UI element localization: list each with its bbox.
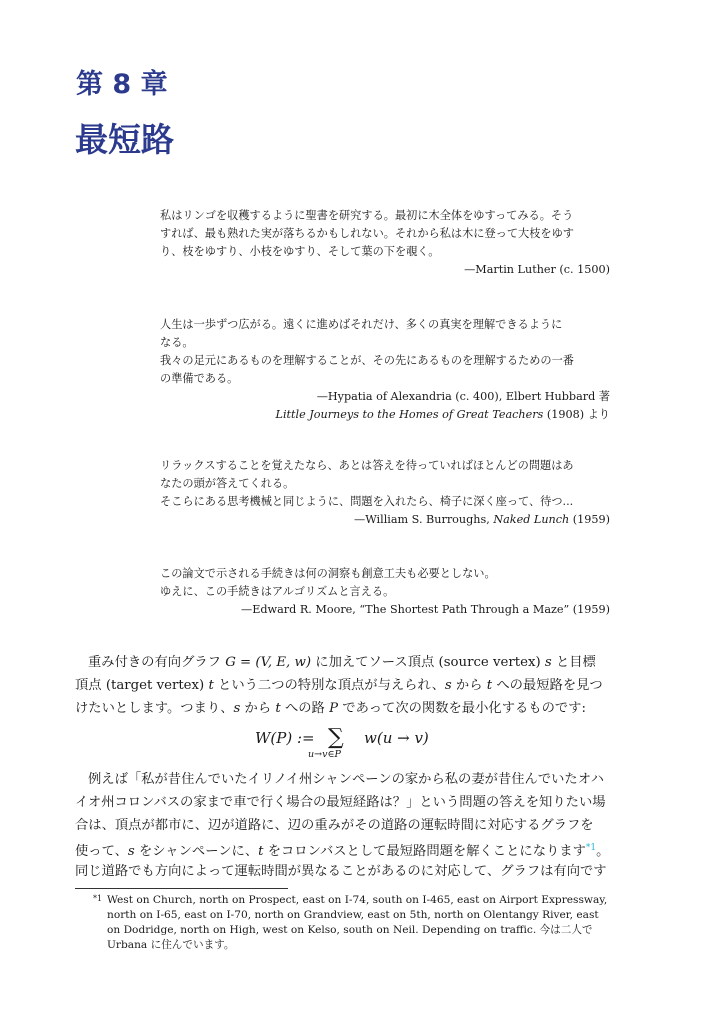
footnote-line: Urbana に住んでいます。 — [107, 939, 235, 951]
epigraph-line: ゆえに、この手続きはアルゴリズムと言える。 — [160, 585, 395, 598]
footnote-mark: *1 — [93, 894, 103, 903]
sum-symbol: ∑ — [328, 725, 344, 750]
footnote-line: on Dodridge, north on High, west on Kelso, south on Neil. Depending on traffic. 今は二人で — [107, 924, 593, 936]
epigraph-line: り、枝をゆすり、小枝をゆすり、そして葉の下を覗く。 — [160, 245, 440, 258]
attribution-tail: (1959) — [569, 513, 610, 526]
epigraph-attribution — [160, 511, 610, 529]
sum-subscript: u→v∈P — [308, 749, 341, 760]
text-line: 重み付きの有向グラフ G = (V, E, w) に加えてソース頂点 (source vertex) s と目標 — [88, 655, 596, 670]
epigraph-line: すれば、最も熟れた実が落ちるかもしれない。それから私は木に登って大枝をゆす — [160, 227, 574, 240]
paragraph-example — [75, 768, 615, 883]
epigraph-line: なたの頭が答えてくれる。 — [160, 477, 295, 490]
text-line: 使って、s をシャンペーンに、t をコロンバスとして最短路問題を解くことになります$^{*1}$。 — [75, 843, 610, 859]
footnote-line: West on Church, north on Prospect, east on I-74, south on I-465, east on Airport Expressway, — [107, 894, 608, 906]
attribution-head: —William S. Burroughs, — [354, 513, 494, 526]
text-line: 同じ道路でも方向によって運転時間が異なることがあるのに対応して、グラフは有向です — [75, 864, 607, 879]
book-title: Little Journeys to the Homes of Great Teachers — [275, 408, 544, 421]
epigraph-line: なる。 — [160, 336, 194, 349]
book-title: Naked Lunch — [493, 513, 570, 526]
epigraph-line: の準備である。 — [160, 372, 239, 385]
epigraph-line: 人生は一歩ずつ広がる。遠くに進めばそれだけ、多くの真実を理解できるように — [160, 318, 563, 331]
formula-lhs: W(P) := — [255, 729, 315, 747]
epigraph-line: 私はリンゴを収穫するように聖書を研究する。最初に木全体をゆすってみる。そう — [160, 209, 574, 222]
chapter-title: 最短路 — [75, 120, 174, 159]
epigraph-line: 我々の足元にあるものを理解することが、その先にあるものを理解するための一番 — [160, 354, 574, 367]
epigraph-attribution: —Martin Luther (c. 1500) — [464, 263, 610, 276]
chapter-label: 第 8 章 — [76, 69, 168, 100]
epigraph-luther — [160, 207, 610, 279]
epigraph-line: リラックスすることを覚えたなら、あとは答えを待っていればほとんどの問題はあ — [160, 459, 574, 472]
text-line: 例えば「私が昔住んでいたイリノイ州シャンペーンの家から私の妻が昔住んでいたオハ — [88, 772, 605, 787]
epigraph-burroughs — [160, 457, 610, 529]
epigraph-line: そこらにある思考機械と同じように、問題を入れたら、椅子に深く座って、待つ... — [160, 495, 574, 508]
epigraph-line: この論文で示される手続きは何の洞察も創意工夫も必要としない。 — [160, 567, 496, 580]
footnote-line: north on I-65, east on I-70, north on Grandview, east on 5th, north on Olentangy River, east — [107, 909, 599, 921]
epigraph-hypatia — [160, 316, 610, 424]
text-line: けたいとします。つまり、s から t への路 P であって次の関数を最小化するものです: — [75, 701, 586, 716]
attribution-tail: (1908) より — [543, 408, 610, 421]
text-line: 頂点 (target vertex) t という二つの特別な頂点が与えられ、s から t への最短路を見つ — [75, 678, 603, 693]
text-line: 合は、頂点が都市に、辺が道路に、辺の重みがその道路の運転時間に対応するグラフを — [75, 818, 594, 833]
formula-path-weight — [0, 725, 724, 769]
footnote-reference-link[interactable]: *1 — [585, 843, 597, 853]
epigraph-attribution-source — [160, 406, 610, 424]
footnote — [90, 893, 615, 953]
paragraph-definition — [75, 651, 615, 720]
footnote-divider — [75, 888, 288, 889]
text-line: イオ州コロンバスの家まで車で行く場合の最短経路は？」という問題の答えを知りたい場 — [75, 795, 606, 810]
formula-rhs: w(u → v) — [364, 729, 429, 747]
epigraph-attribution: —Edward R. Moore, “The Shortest Path Through a Maze” (1959) — [241, 603, 610, 616]
epigraph-attribution: —Hypatia of Alexandria (c. 400), Elbert Hubbard 著 — [316, 390, 610, 403]
epigraph-moore — [160, 565, 610, 619]
